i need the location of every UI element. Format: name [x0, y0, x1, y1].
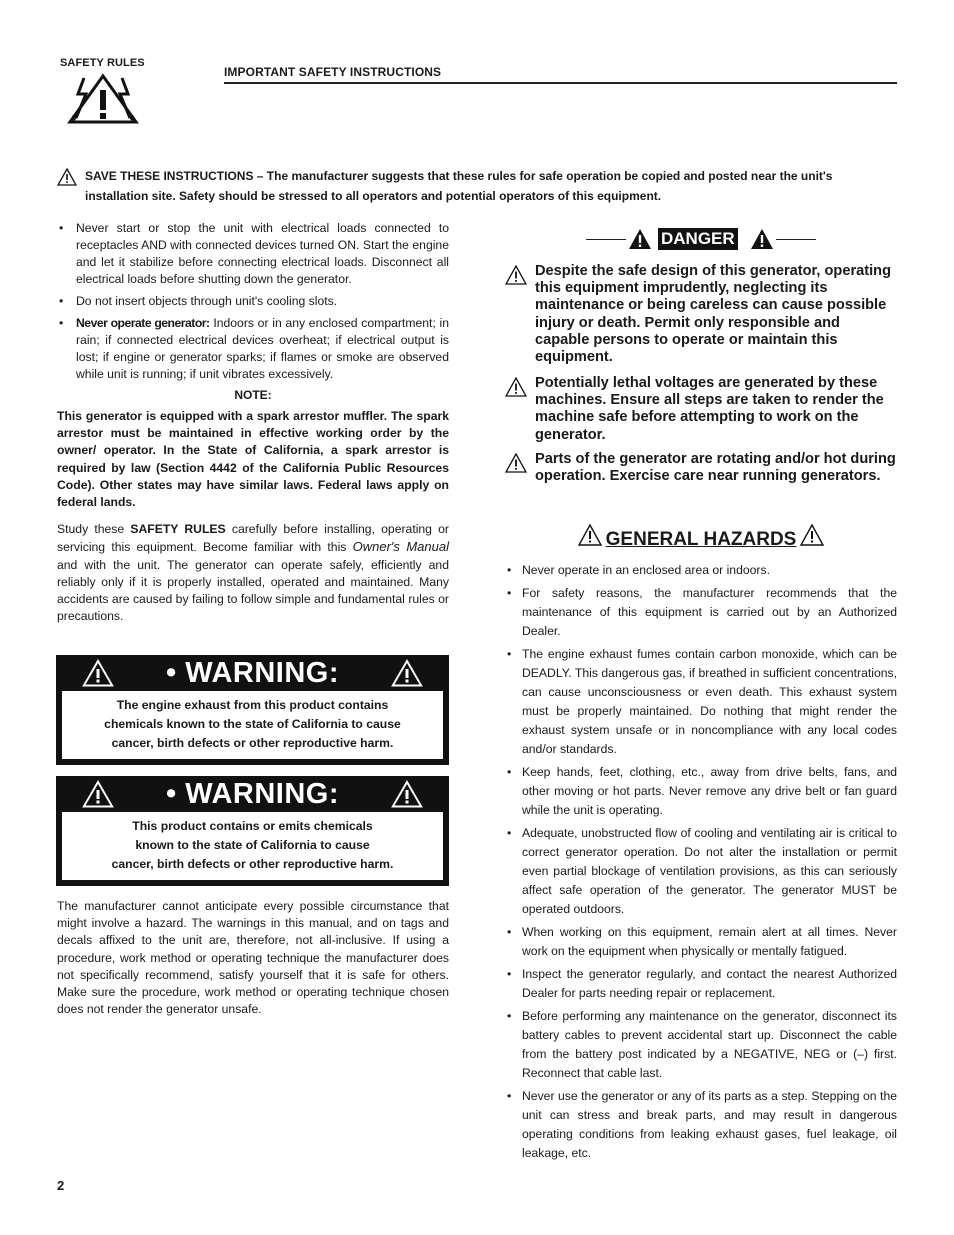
page-title: IMPORTANT SAFETY INSTRUCTIONS	[224, 65, 442, 79]
danger-paragraph	[505, 451, 897, 485]
warning-title: • WARNING:	[165, 778, 340, 810]
study-paragraph	[57, 521, 449, 625]
danger-triangle-icon	[628, 228, 652, 255]
study-pre: Study these	[57, 522, 131, 537]
list-item	[57, 315, 449, 383]
warning-line: cancer, birth defects or other reproductive harm.	[111, 736, 394, 750]
warning-line: known to the state of California to cause	[135, 838, 370, 852]
danger-triangle-icon	[750, 228, 774, 255]
caution-triangle-icon	[505, 377, 527, 402]
note-heading: NOTE:	[234, 388, 272, 402]
caution-triangle-icon	[578, 524, 602, 556]
warning-line: The engine exhaust from this product contains	[116, 698, 389, 712]
page-number: 2	[57, 1178, 65, 1193]
save-text: – The manufacturer suggests that these rules for safe operation be copied and posted near the unit's installation site. Safety should be stressed to all operators and potential operators of this equipment.	[85, 169, 833, 203]
danger-paragraph	[505, 375, 897, 444]
save-instructions	[57, 166, 897, 206]
warning-box	[56, 655, 449, 765]
warning-box	[56, 776, 449, 886]
danger-text: Potentially lethal voltages are generated by these machines. Ensure all steps are taken to render the machine safe before attempting to work on the generator.	[535, 375, 884, 443]
bullet-lead: Never operate generator:	[76, 316, 210, 330]
caution-triangle-icon	[505, 265, 527, 290]
note-body: This generator is equipped with a spark arrestor muffler. The spark arrestor must be maintained in effective working order by the owner/ operator. In the State of California, a spark arrestor is required by law (Section 4442 of the California Public Resources Code). Other states may have similar laws. Federal laws apply on federal lands.	[57, 409, 449, 510]
list-item: • Never start or stop the unit with electrical loads connected to receptacles AND with connected devices turned ON. Start the engine and let it stabilize before connecting electrical loads. Disconnect all electrical loads before shutting down the generator.	[57, 220, 449, 288]
danger-text: Parts of the generator are rotating and/or hot during operation. Exercise care near running generators.	[535, 451, 896, 485]
danger-paragraph	[505, 263, 897, 366]
general-hazards-list	[505, 561, 897, 1167]
warning-body	[62, 812, 443, 880]
warning-title: • WARNING:	[165, 657, 340, 689]
caution-triangle-icon	[57, 168, 77, 192]
study-bold: SAFETY RULES	[130, 522, 226, 537]
warning-body	[62, 691, 443, 759]
danger-rule-left	[586, 239, 626, 240]
list-item: • When working on this equipment, remain alert at all times. Never work on the equipment when physically or mentally fatigued.	[505, 923, 897, 961]
study-post: and with the unit. The generator can operate safely, efficiently and reliably only if it is properly installed, operated and maintained. Many accidents are caused by failing to follow simple and fundamental rules or precautions.	[57, 557, 449, 624]
general-hazards-title: GENERAL HAZARDS	[605, 529, 797, 551]
warning-line: chemicals known to the state of California to cause	[104, 717, 401, 731]
save-lead: SAVE THESE INSTRUCTIONS	[85, 169, 254, 183]
study-mid: carefully before installing, operating or servicing this equipment. Become familiar with this	[57, 522, 449, 555]
list-item: • Before performing any maintenance on the generator, disconnect its battery cables to prevent accidental start up. Disconnect the cable from the battery post indicated by a NEGATIVE, NEG or (–) first. Reconnect that cable last.	[505, 1007, 897, 1083]
list-item: • Adequate, unobstructed flow of cooling and ventilating air is critical to correct generator operation. Do not alter the installation or permit even partial blockage of ventilation provisions, as this can seriously affect safe operation of the generator. The generator MUST be operated outdoors.	[505, 824, 897, 919]
list-item: • Do not insert objects through unit's cooling slots.	[57, 293, 449, 310]
list-item: • For safety reasons, the manufacturer recommends that the maintenance of this equipment is carried out by an Authorized Dealer.	[505, 584, 897, 641]
list-item: • The engine exhaust fumes contain carbon monoxide, which can be DEADLY. This dangerous gas, if breathed in sufficient concentrations, can cause unconsciousness or even death. This exhaust system must be properly maintained. Do nothing that might render the exhaust system unsafe or in noncompliance with any local codes and/or standards.	[505, 645, 897, 759]
caution-triangle-icon	[800, 524, 824, 556]
danger-rule-right	[776, 239, 816, 240]
section-label: SAFETY RULES	[60, 57, 145, 69]
danger-text: Despite the safe design of this generator, operating this equipment imprudently, neglecting its maintenance or being careless can cause possible injury or death. Permit only responsible and capable persons to operate or maintain this equipment.	[535, 263, 891, 366]
header-rule	[224, 82, 897, 84]
warning-line: This product contains or emits chemicals	[132, 819, 373, 833]
warning-line: cancer, birth defects or other reproductive harm.	[111, 857, 394, 871]
manufacturer-paragraph: The manufacturer cannot anticipate every possible circumstance that might involve a hazard. The warnings in this manual, and on tags and decals affixed to the unit are, therefore, not all-inclusive. If using a procedure, work method or operating technique the manufacturer does not specifically recommend, satisfy yourself that it is safe for others. Make sure the procedure, work method or operating technique chosen does not render the generator unsafe.	[57, 899, 449, 1017]
list-item: • Never operate in an enclosed area or indoors.	[505, 561, 897, 580]
danger-label: DANGER	[658, 228, 738, 250]
list-item: • Keep hands, feet, clothing, etc., away from drive belts, fans, and other moving or hot parts. Never remove any drive belt or fan guard while the unit is operating.	[505, 763, 897, 820]
list-item: • Inspect the generator regularly, and contact the nearest Authorized Dealer for parts needing repair or replacement.	[505, 965, 897, 1003]
caution-triangle-icon	[505, 453, 527, 478]
warning-triangle-icon	[391, 659, 423, 692]
bullet-text: Indoors or in any enclosed compartment; in rain; if connected electrical devices overheat; if electrical output is lost; if engine or generator sparks; if flames or smoke are observed while unit is running; if unit vibrates excessively.	[76, 316, 449, 381]
general-hazards-heading	[505, 524, 897, 556]
left-column	[57, 220, 449, 625]
danger-header	[586, 226, 816, 252]
warning-triangle-icon	[391, 780, 423, 813]
safety-symbol-icon	[60, 72, 146, 131]
list-item: • Never use the generator or any of its parts as a step. Stepping on the unit can stress and break parts, and may result in dangerous operating conditions from leaking exhaust gases, fuel leakage, oil leakage, etc.	[505, 1087, 897, 1163]
study-italic: Owner's Manual	[352, 539, 449, 555]
